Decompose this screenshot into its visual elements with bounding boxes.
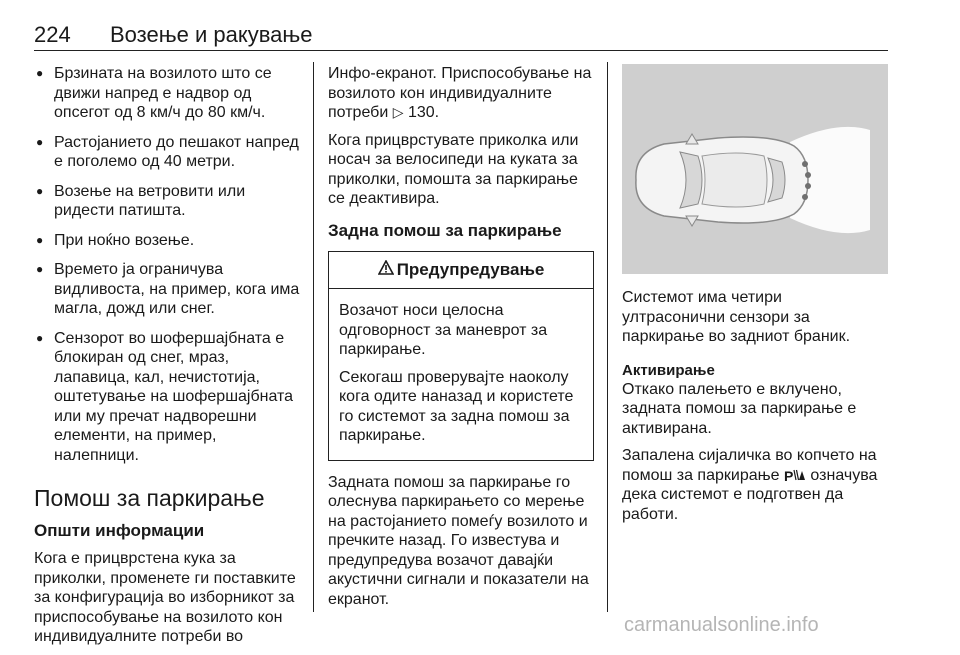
warning-header	[329, 252, 593, 290]
header-divider	[34, 50, 888, 51]
condition-list	[34, 64, 300, 465]
page-reference[interactable]: 130.	[407, 104, 440, 121]
column-divider-2	[607, 62, 608, 612]
column-right	[622, 64, 888, 532]
column-left	[34, 64, 300, 655]
column-middle	[328, 64, 594, 617]
page-header	[34, 22, 888, 52]
svg-text:P: P	[783, 467, 794, 482]
page-number: 224	[34, 22, 71, 47]
section-heading: Задна помош за паркирање	[328, 220, 562, 240]
figure-caption: Системот има четири ултрасонични сензори за паркирање во задниот браник.	[622, 289, 851, 345]
warning-title: Предупредување	[396, 259, 545, 279]
warning-box	[328, 251, 594, 461]
list-item: ● Брзината на возилото што се движи напред е надвор од опсегот од 8 км/ч до 80 км/ч.	[34, 64, 300, 123]
section-title: Помош за паркирање	[34, 485, 265, 511]
list-item: ● Сензорот во шофершајбната е блокиран од снег, мраз, лапавица, кал, нечистотија, оштетување на шофершајбната или му пречат надворешни елементи, на пример, налепници.	[34, 329, 300, 466]
paragraph: Откако палењето е вклучено, задната помош за паркирање е активирана.	[622, 380, 857, 437]
warning-body	[329, 289, 593, 460]
paragraph: Кога е прицврстена кука за приколки, променете ги поставките за конфигурација во изборникот за приспособување на возилото кон индивидуалните потреби во	[34, 550, 296, 645]
chapter-title: Возење и ракување	[110, 22, 313, 47]
subsection-title: Општи информации	[34, 521, 205, 540]
column-divider-1	[313, 62, 314, 612]
paragraph-text: Запалена сијаличка во копчето на помош за паркирање	[622, 447, 877, 484]
paragraph-text: Инфо-екранот. Приспособување на возилото кон индивидуалните потреби	[328, 65, 592, 121]
section-heading: Активирање	[622, 361, 715, 379]
paragraph	[328, 64, 594, 123]
warning-triangle-icon	[378, 260, 394, 280]
paragraph	[622, 446, 888, 524]
watermark: carmanualsonline.info	[624, 614, 819, 636]
arrow-ref-icon: ▷	[392, 104, 404, 120]
warning-text: Секогаш проверувајте наоколу кога одите наназад и користете го системот за задна помош за паркирање.	[339, 368, 574, 444]
list-item: ● Растојанието до пешакот напред е поголемо од 40 метри.	[34, 133, 300, 172]
parking-assist-icon	[784, 467, 810, 484]
list-item: ● Времето ја ограничува видливоста, на пример, кога има магла, дожд или снег.	[34, 260, 300, 319]
paragraph-text: означува дека системот е подготвен да работи.	[622, 466, 878, 523]
paragraph: Задната помош за паркирање го олеснува паркирањето со мерење на растојанието помеѓу возилото и пречките назад. Го известува и предупредува возачот давајќи акустични сигнали и показатели на екранот.	[328, 473, 589, 608]
list-item: ● Возење на ветровити или ридести патишта.	[34, 182, 300, 221]
warning-text: Возачот носи целосна одговорност за маневрот за паркирање.	[339, 302, 548, 358]
paragraph: Кога прицврстувате приколка или носач за велосипеди на куката за приколки, помошта за паркирање се деактивира.	[328, 131, 579, 207]
list-item: ● При ноќно возење.	[34, 231, 300, 251]
car-sensor-illustration	[622, 64, 888, 274]
